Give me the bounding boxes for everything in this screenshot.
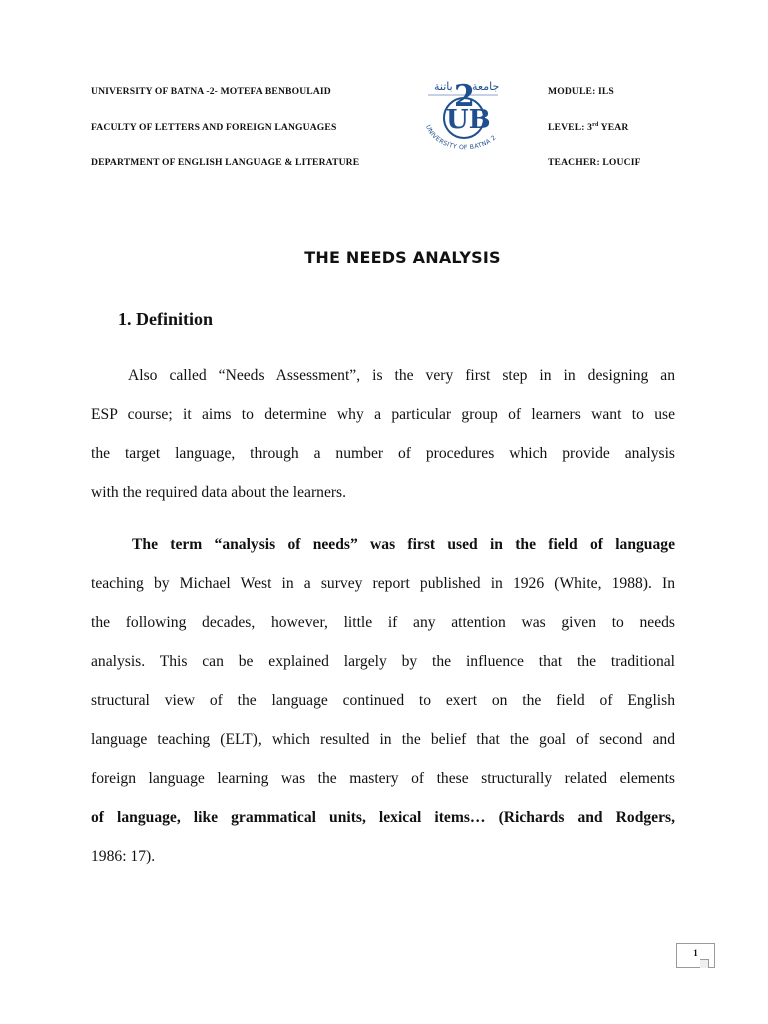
header-level-suffix: YEAR bbox=[598, 122, 629, 133]
logo-arabic-right: جامعة bbox=[472, 80, 500, 93]
paragraph2-line-7: foreign language learning was the mastery of these structurally related elements bbox=[91, 770, 675, 787]
header-department: DEPARTMENT OF ENGLISH LANGUAGE & LITERATURE bbox=[91, 157, 360, 168]
paragraph2-line-5: structural view of the language continued to exert on the field of English bbox=[91, 692, 675, 709]
header-level-prefix: LEVEL: 3 bbox=[548, 122, 593, 133]
page-number-box bbox=[676, 943, 715, 968]
header-module: MODULE: ILS bbox=[548, 86, 614, 97]
paragraph2-line-2: teaching by Michael West in a survey report published in 1926 (White, 1988). In bbox=[91, 575, 675, 592]
header-level-sup: rd bbox=[592, 122, 599, 128]
university-logo bbox=[408, 68, 516, 154]
logo-arabic-left: باتنة bbox=[434, 80, 453, 93]
paragraph1-line-1: Also called “Needs Assessment”, is the very first step in in designing an bbox=[128, 367, 675, 384]
paragraph1-line-2: ESP course; it aims to determine why a particular group of learners want to use bbox=[91, 406, 675, 423]
paragraph2-line-1: The term “analysis of needs” was first used in the field of language bbox=[132, 536, 675, 553]
paragraph2-line-4: analysis. This can be explained largely by the influence that the traditional bbox=[91, 653, 675, 670]
logo-numeral: 2 bbox=[454, 79, 475, 114]
page-number: 1 bbox=[693, 948, 698, 958]
section-heading: 1. Definition bbox=[118, 309, 214, 329]
paragraph2-line-9: 1986: 17). bbox=[91, 848, 156, 865]
header-faculty: FACULTY OF LETTERS AND FOREIGN LANGUAGES bbox=[91, 122, 337, 133]
paragraph2-line-3: the following decades, however, little if any attention was given to needs bbox=[91, 614, 675, 631]
paragraph1-line-4: with the required data about the learners. bbox=[91, 484, 347, 501]
header-teacher: TEACHER: LOUCIF bbox=[548, 157, 641, 168]
paragraph2-line-8: of language, like grammatical units, lexical items… (Richards and Rodgers, bbox=[91, 809, 675, 826]
paragraph1-line-3: the target language, through a number of procedures which provide analysis bbox=[91, 445, 675, 462]
logo-letters: UB bbox=[446, 105, 491, 135]
logo-ring-textpath: UNIVERSITY OF BATNA 2 bbox=[424, 124, 498, 152]
paragraph2-line-6: language teaching (ELT), which resulted in the belief that the goal of second and bbox=[91, 731, 675, 748]
header-university: UNIVERSITY OF BATNA -2- MOTEFA BENBOULAID bbox=[91, 86, 331, 97]
page-curl-icon bbox=[700, 959, 709, 968]
document-title: THE NEEDS ANALYSIS bbox=[304, 248, 501, 267]
header-level bbox=[548, 122, 628, 133]
